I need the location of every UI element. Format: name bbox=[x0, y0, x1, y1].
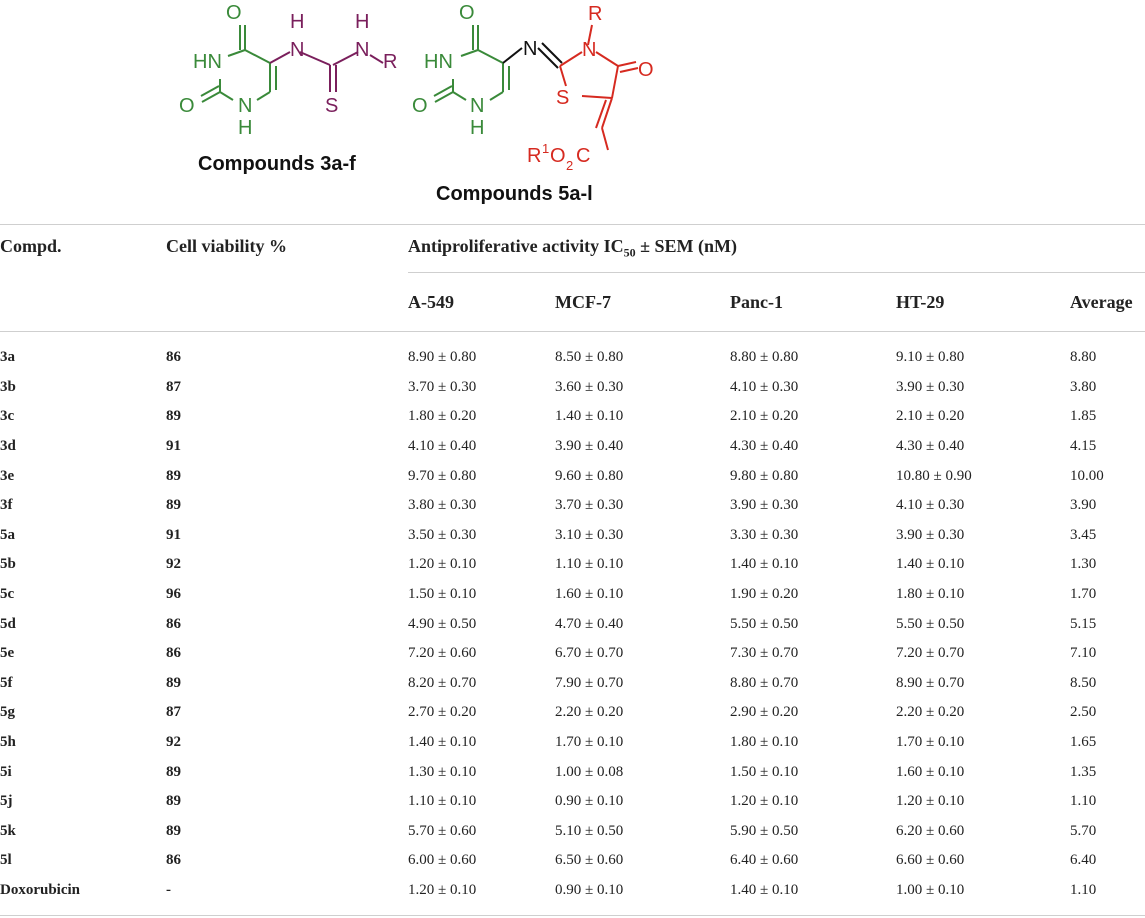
cell-compound: 5b bbox=[0, 556, 16, 573]
cell-viability: 86 bbox=[166, 349, 181, 366]
header-col-panc1: Panc-1 bbox=[730, 292, 783, 312]
cell-ht29: 3.90 ± 0.30 bbox=[896, 526, 965, 543]
cell-ht29: 7.20 ± 0.70 bbox=[896, 645, 965, 662]
svg-text:H: H bbox=[290, 11, 305, 33]
svg-text:O: O bbox=[179, 95, 195, 117]
cell-viability: 89 bbox=[166, 674, 181, 691]
cell-average: 7.10 bbox=[1070, 645, 1097, 662]
svg-text:N: N bbox=[582, 39, 597, 61]
cell-viability: 96 bbox=[166, 586, 181, 603]
cell-ht29: 1.80 ± 0.10 bbox=[896, 586, 965, 603]
svg-text:N: N bbox=[470, 95, 485, 117]
cell-a549: 3.70 ± 0.30 bbox=[408, 378, 477, 395]
cell-mcf7: 4.70 ± 0.40 bbox=[555, 615, 624, 632]
svg-text:H: H bbox=[238, 117, 253, 139]
cell-average: 1.35 bbox=[1070, 763, 1097, 780]
svg-text:R: R bbox=[527, 145, 542, 167]
table-row bbox=[0, 817, 1145, 847]
header-activity-subscript: 50 bbox=[623, 245, 636, 260]
cell-ht29: 4.30 ± 0.40 bbox=[896, 438, 965, 455]
table-body bbox=[0, 343, 1145, 905]
cell-ht29: 1.60 ± 0.10 bbox=[896, 763, 965, 780]
cell-ht29: 6.20 ± 0.60 bbox=[896, 822, 965, 839]
table-row bbox=[0, 846, 1145, 876]
cell-mcf7: 1.60 ± 0.10 bbox=[555, 586, 624, 603]
table-top-rule bbox=[0, 224, 1145, 225]
cell-panc1: 4.30 ± 0.40 bbox=[730, 438, 799, 455]
cell-viability: 89 bbox=[166, 408, 181, 425]
svg-text:H: H bbox=[355, 11, 370, 33]
cell-panc1: 3.90 ± 0.30 bbox=[730, 497, 799, 514]
table-row bbox=[0, 461, 1145, 491]
cell-a549: 1.20 ± 0.10 bbox=[408, 881, 477, 898]
cell-average: 3.80 bbox=[1070, 378, 1097, 395]
cell-compound: 3e bbox=[0, 467, 15, 484]
cell-viability: - bbox=[166, 881, 171, 898]
cell-panc1: 7.30 ± 0.70 bbox=[730, 645, 799, 662]
cell-panc1: 5.50 ± 0.50 bbox=[730, 615, 799, 632]
svg-text:N: N bbox=[290, 39, 305, 61]
cell-panc1: 6.40 ± 0.60 bbox=[730, 852, 799, 869]
cell-average: 1.70 bbox=[1070, 586, 1097, 603]
cell-a549: 1.80 ± 0.20 bbox=[408, 408, 477, 425]
cell-ht29: 8.90 ± 0.70 bbox=[896, 674, 965, 691]
table-row bbox=[0, 373, 1145, 403]
compound-3-structure bbox=[179, 2, 397, 139]
table-bottom-rule bbox=[0, 915, 1145, 916]
cell-ht29: 4.10 ± 0.30 bbox=[896, 497, 965, 514]
svg-text:S: S bbox=[325, 95, 339, 117]
cell-panc1: 8.80 ± 0.80 bbox=[730, 349, 799, 366]
table-row bbox=[0, 876, 1145, 906]
table-row bbox=[0, 402, 1145, 432]
cell-mcf7: 5.10 ± 0.50 bbox=[555, 822, 624, 839]
cell-a549: 1.40 ± 0.10 bbox=[408, 734, 477, 751]
compound-5-structure bbox=[412, 2, 654, 173]
header-activity-text: Antiproliferative activity IC bbox=[408, 236, 624, 256]
cell-panc1: 1.20 ± 0.10 bbox=[730, 793, 799, 810]
cell-a549: 1.30 ± 0.10 bbox=[408, 763, 477, 780]
cell-a549: 5.70 ± 0.60 bbox=[408, 822, 477, 839]
cell-panc1: 4.10 ± 0.30 bbox=[730, 378, 799, 395]
cell-average: 5.70 bbox=[1070, 822, 1097, 839]
cell-average: 1.30 bbox=[1070, 556, 1097, 573]
cell-average: 8.50 bbox=[1070, 674, 1097, 691]
compound-3-label: Compounds 3a-f bbox=[198, 153, 356, 175]
cell-mcf7: 7.90 ± 0.70 bbox=[555, 674, 624, 691]
cell-a549: 3.80 ± 0.30 bbox=[408, 497, 477, 514]
cell-compound: 5a bbox=[0, 526, 15, 543]
cell-ht29: 2.10 ± 0.20 bbox=[896, 408, 965, 425]
cell-ht29: 10.80 ± 0.90 bbox=[896, 467, 972, 484]
cell-mcf7: 6.70 ± 0.70 bbox=[555, 645, 624, 662]
cell-panc1: 5.90 ± 0.50 bbox=[730, 822, 799, 839]
table-row bbox=[0, 698, 1145, 728]
cell-compound: 5c bbox=[0, 586, 15, 603]
table-row bbox=[0, 580, 1145, 610]
table-row bbox=[0, 521, 1145, 551]
table-row bbox=[0, 728, 1145, 758]
svg-text:2: 2 bbox=[566, 158, 574, 173]
cell-ht29: 1.70 ± 0.10 bbox=[896, 734, 965, 751]
cell-a549: 7.20 ± 0.60 bbox=[408, 645, 477, 662]
cell-mcf7: 3.70 ± 0.30 bbox=[555, 497, 624, 514]
cell-panc1: 1.80 ± 0.10 bbox=[730, 734, 799, 751]
cell-viability: 89 bbox=[166, 822, 181, 839]
cell-average: 3.45 bbox=[1070, 526, 1097, 543]
cell-panc1: 1.50 ± 0.10 bbox=[730, 763, 799, 780]
data-table bbox=[0, 343, 1145, 905]
svg-text:N: N bbox=[523, 38, 538, 60]
svg-text:1: 1 bbox=[542, 141, 550, 156]
table-row bbox=[0, 669, 1145, 699]
cell-a549: 2.70 ± 0.20 bbox=[408, 704, 477, 721]
cell-average: 6.40 bbox=[1070, 852, 1097, 869]
table-row bbox=[0, 639, 1145, 669]
cell-average: 2.50 bbox=[1070, 704, 1097, 721]
cell-a549: 1.10 ± 0.10 bbox=[408, 793, 477, 810]
cell-viability: 91 bbox=[166, 526, 181, 543]
svg-text:O: O bbox=[412, 95, 428, 117]
cell-mcf7: 3.10 ± 0.30 bbox=[555, 526, 624, 543]
cell-mcf7: 1.40 ± 0.10 bbox=[555, 408, 624, 425]
cell-viability: 89 bbox=[166, 763, 181, 780]
header-col-ht29: HT-29 bbox=[896, 292, 945, 312]
cell-ht29: 1.00 ± 0.10 bbox=[896, 881, 965, 898]
cell-mcf7: 6.50 ± 0.60 bbox=[555, 852, 624, 869]
cell-viability: 86 bbox=[166, 852, 181, 869]
cell-viability: 91 bbox=[166, 438, 181, 455]
table-row bbox=[0, 343, 1145, 373]
cell-compound: Doxorubicin bbox=[0, 881, 81, 898]
cell-average: 1.85 bbox=[1070, 408, 1097, 425]
cell-viability: 87 bbox=[166, 704, 181, 721]
svg-text:O: O bbox=[550, 145, 566, 167]
cell-average: 5.15 bbox=[1070, 615, 1097, 632]
svg-text:H: H bbox=[470, 117, 485, 139]
cell-a549: 4.10 ± 0.40 bbox=[408, 438, 477, 455]
cell-compound: 3d bbox=[0, 438, 16, 455]
cell-ht29: 2.20 ± 0.20 bbox=[896, 704, 965, 721]
cell-panc1: 9.80 ± 0.80 bbox=[730, 467, 799, 484]
cell-a549: 1.20 ± 0.10 bbox=[408, 556, 477, 573]
cell-viability: 86 bbox=[166, 645, 181, 662]
cell-a549: 1.50 ± 0.10 bbox=[408, 586, 477, 603]
svg-text:N: N bbox=[238, 95, 253, 117]
cell-mcf7: 1.00 ± 0.08 bbox=[555, 763, 624, 780]
svg-text:HN: HN bbox=[193, 51, 222, 73]
header-compd: Compd. bbox=[0, 236, 62, 256]
cell-a549: 9.70 ± 0.80 bbox=[408, 467, 477, 484]
header-viability: Cell viability % bbox=[166, 236, 287, 256]
cell-compound: 5k bbox=[0, 822, 16, 839]
cell-viability: 89 bbox=[166, 467, 181, 484]
header-sub-rule bbox=[408, 272, 1145, 273]
cell-mcf7: 0.90 ± 0.10 bbox=[555, 881, 624, 898]
cell-mcf7: 1.70 ± 0.10 bbox=[555, 734, 624, 751]
header-col-average: Average bbox=[1070, 292, 1133, 312]
cell-ht29: 1.20 ± 0.10 bbox=[896, 793, 965, 810]
cell-a549: 6.00 ± 0.60 bbox=[408, 852, 477, 869]
cell-a549: 8.90 ± 0.80 bbox=[408, 349, 477, 366]
table-row bbox=[0, 787, 1145, 817]
cell-panc1: 2.90 ± 0.20 bbox=[730, 704, 799, 721]
cell-compound: 5g bbox=[0, 704, 15, 721]
svg-text:HN: HN bbox=[424, 51, 453, 73]
header-activity bbox=[408, 236, 737, 261]
cell-mcf7: 3.60 ± 0.30 bbox=[555, 378, 624, 395]
cell-compound: 3a bbox=[0, 349, 15, 366]
cell-compound: 5i bbox=[0, 763, 12, 780]
cell-compound: 5h bbox=[0, 734, 16, 751]
cell-compound: 3c bbox=[0, 408, 15, 425]
cell-panc1: 2.10 ± 0.20 bbox=[730, 408, 799, 425]
cell-compound: 5f bbox=[0, 674, 13, 691]
cell-a549: 4.90 ± 0.50 bbox=[408, 615, 477, 632]
header-col-mcf7: MCF-7 bbox=[555, 292, 611, 312]
cell-viability: 92 bbox=[166, 734, 181, 751]
svg-text:O: O bbox=[226, 2, 242, 24]
cell-average: 4.15 bbox=[1070, 438, 1097, 455]
cell-mcf7: 2.20 ± 0.20 bbox=[555, 704, 624, 721]
cell-compound: 5j bbox=[0, 793, 13, 810]
cell-compound: 5d bbox=[0, 615, 16, 632]
cell-a549: 8.20 ± 0.70 bbox=[408, 674, 477, 691]
cell-viability: 89 bbox=[166, 793, 181, 810]
cell-ht29: 6.60 ± 0.60 bbox=[896, 852, 965, 869]
header-activity-tail: ± SEM (nM) bbox=[635, 236, 737, 256]
structures-svg bbox=[0, 0, 1145, 215]
cell-compound: 3b bbox=[0, 378, 16, 395]
cell-panc1: 8.80 ± 0.70 bbox=[730, 674, 799, 691]
cell-average: 1.10 bbox=[1070, 793, 1097, 810]
cell-average: 10.00 bbox=[1070, 467, 1104, 484]
cell-mcf7: 9.60 ± 0.80 bbox=[555, 467, 624, 484]
cell-compound: 3f bbox=[0, 497, 13, 514]
svg-text:R: R bbox=[383, 51, 398, 73]
cell-panc1: 3.30 ± 0.30 bbox=[730, 526, 799, 543]
cell-a549: 3.50 ± 0.30 bbox=[408, 526, 477, 543]
cell-panc1: 1.40 ± 0.10 bbox=[730, 556, 799, 573]
cell-panc1: 1.40 ± 0.10 bbox=[730, 881, 799, 898]
svg-text:C: C bbox=[576, 145, 591, 167]
cell-ht29: 1.40 ± 0.10 bbox=[896, 556, 965, 573]
cell-ht29: 5.50 ± 0.50 bbox=[896, 615, 965, 632]
table-row bbox=[0, 432, 1145, 462]
cell-average: 8.80 bbox=[1070, 349, 1097, 366]
compound-5-label: Compounds 5a-l bbox=[436, 183, 593, 205]
cell-mcf7: 0.90 ± 0.10 bbox=[555, 793, 624, 810]
svg-text:R: R bbox=[588, 3, 603, 25]
cell-mcf7: 1.10 ± 0.10 bbox=[555, 556, 624, 573]
cell-compound: 5e bbox=[0, 645, 15, 662]
svg-text:S: S bbox=[556, 87, 570, 109]
cell-viability: 89 bbox=[166, 497, 181, 514]
cell-ht29: 9.10 ± 0.80 bbox=[896, 349, 965, 366]
table-row bbox=[0, 491, 1145, 521]
table-row bbox=[0, 757, 1145, 787]
cell-viability: 92 bbox=[166, 556, 181, 573]
table-row bbox=[0, 609, 1145, 639]
table-row bbox=[0, 550, 1145, 580]
cell-average: 1.10 bbox=[1070, 881, 1097, 898]
header-bottom-rule bbox=[0, 331, 1145, 332]
cell-compound: 5l bbox=[0, 852, 12, 869]
cell-mcf7: 3.90 ± 0.40 bbox=[555, 438, 624, 455]
cell-panc1: 1.90 ± 0.20 bbox=[730, 586, 799, 603]
svg-text:O: O bbox=[638, 59, 654, 81]
cell-viability: 86 bbox=[166, 615, 181, 632]
cell-ht29: 3.90 ± 0.30 bbox=[896, 378, 965, 395]
cell-average: 3.90 bbox=[1070, 497, 1097, 514]
chemical-structures-figure bbox=[0, 0, 1145, 215]
cell-average: 1.65 bbox=[1070, 734, 1097, 751]
cell-mcf7: 8.50 ± 0.80 bbox=[555, 349, 624, 366]
svg-text:O: O bbox=[459, 2, 475, 24]
svg-text:N: N bbox=[355, 39, 370, 61]
cell-viability: 87 bbox=[166, 378, 181, 395]
header-col-a549: A-549 bbox=[408, 292, 454, 312]
